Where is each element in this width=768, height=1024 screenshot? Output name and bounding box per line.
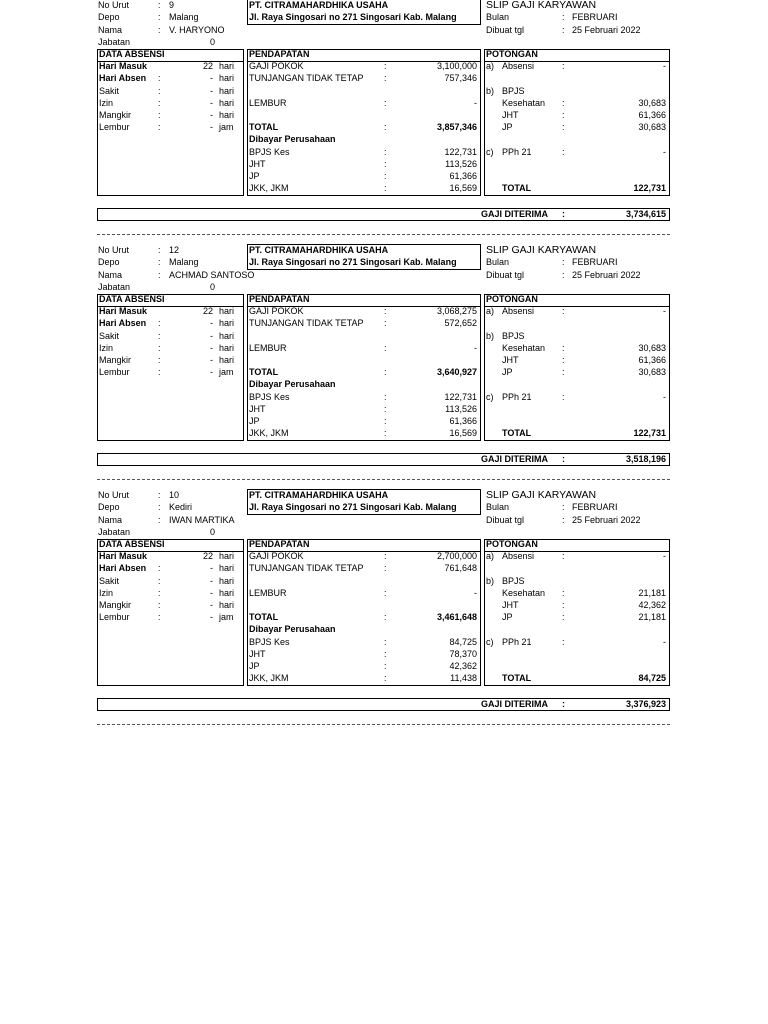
bulan-value: FEBRUARI xyxy=(572,12,618,22)
depo-value: Malang xyxy=(169,257,199,267)
jp-value: 30,683 xyxy=(638,367,666,377)
jp-label: JP xyxy=(502,612,513,622)
unit-hari: hari xyxy=(219,588,235,598)
jabatan-value: 0 xyxy=(210,527,216,537)
hari-absen-label: Hari Absen xyxy=(99,563,147,573)
tunjangan-value: 761,648 xyxy=(444,563,477,573)
gaji-diterima-label: GAJI DITERIMA xyxy=(481,699,549,709)
colon: : xyxy=(158,257,161,267)
nama-value: IWAN MARTIKA xyxy=(169,515,235,525)
item-a-marker: a) xyxy=(486,61,495,71)
kesehatan-value: 30,683 xyxy=(638,98,666,108)
pph21-label: PPh 21 xyxy=(502,637,532,647)
bulan-label: Bulan xyxy=(486,12,510,22)
jp-label: JP xyxy=(502,122,513,132)
jabatan-label: Jabatan xyxy=(98,527,131,537)
co-jkk-jkm-value: 16,569 xyxy=(449,428,477,438)
depo-value: Kediri xyxy=(169,502,193,512)
total-potongan-value: 122,731 xyxy=(633,183,666,193)
jht-label: JHT xyxy=(502,355,519,365)
lembur-absensi-label: Lembur xyxy=(99,367,130,377)
data-absensi-heading: DATA ABSENSI xyxy=(99,294,165,304)
colon: : xyxy=(562,110,565,120)
bpjs-label: BPJS xyxy=(502,576,525,586)
co-bpjs-kes-label: BPJS Kes xyxy=(249,147,290,157)
absensi-label: Absensi xyxy=(502,306,535,316)
hari-masuk-label: Hari Masuk xyxy=(99,551,148,561)
dibuat-tgl-label: Dibuat tgl xyxy=(486,270,525,280)
gaji-pokok-value: 3,068,275 xyxy=(436,306,477,316)
sakit-label: Sakit xyxy=(99,576,120,586)
colon: : xyxy=(384,306,387,316)
colon: : xyxy=(562,367,565,377)
colon: : xyxy=(158,588,161,598)
colon: : xyxy=(158,122,161,132)
colon: : xyxy=(384,98,387,108)
jabatan-value: 0 xyxy=(210,282,216,292)
unit-hari: hari xyxy=(219,331,235,341)
co-bpjs-kes-label: BPJS Kes xyxy=(249,637,290,647)
gaji-pokok-label: GAJI POKOK xyxy=(249,61,304,71)
lembur-absensi-label: Lembur xyxy=(99,122,130,132)
lembur-jam-value: - xyxy=(210,122,213,132)
colon: : xyxy=(384,661,387,671)
unit-hari: hari xyxy=(219,600,235,610)
jht-value: 61,366 xyxy=(638,110,666,120)
unit-jam: jam xyxy=(219,367,234,377)
bpjs-label: BPJS xyxy=(502,331,525,341)
dibuat-tgl-label: Dibuat tgl xyxy=(486,515,525,525)
tunjangan-label: TUNJANGAN TIDAK TETAP xyxy=(249,318,364,328)
colon: : xyxy=(384,343,387,353)
hari-masuk-label: Hari Masuk xyxy=(99,306,148,316)
item-b-marker: b) xyxy=(486,331,495,341)
nama-value: V. HARYONO xyxy=(169,25,225,35)
tunjangan-label: TUNJANGAN TIDAK TETAP xyxy=(249,73,364,83)
colon: : xyxy=(158,600,161,610)
no-urut-label: No Urut xyxy=(98,0,130,10)
company-address: Jl. Raya Singosari no 271 Singosari Kab. Malang xyxy=(249,502,457,512)
colon: : xyxy=(562,306,565,316)
hari-absen-label: Hari Absen xyxy=(99,73,147,83)
jabatan-value: 0 xyxy=(210,37,216,47)
colon: : xyxy=(158,576,161,586)
bulan-value: FEBRUARI xyxy=(572,502,618,512)
unit-jam: jam xyxy=(219,122,234,132)
jht-label: JHT xyxy=(502,110,519,120)
total-pendapatan-value: 3,640,927 xyxy=(436,367,477,377)
colon: : xyxy=(562,122,565,132)
colon: : xyxy=(158,25,161,35)
colon: : xyxy=(562,612,565,622)
gaji-pokok-value: 3,100,000 xyxy=(436,61,477,71)
dibuat-tgl-value: 25 Februari 2022 xyxy=(572,270,641,280)
colon: : xyxy=(158,612,161,622)
net-pay-box xyxy=(97,698,670,711)
colon: : xyxy=(562,270,565,280)
item-c-marker: c) xyxy=(486,392,494,402)
colon: : xyxy=(562,209,565,219)
jht-value: 42,362 xyxy=(638,600,666,610)
bulan-label: Bulan xyxy=(486,257,510,267)
colon: : xyxy=(562,502,565,512)
absensi-label: Absensi xyxy=(502,61,535,71)
mangkir-label: Mangkir xyxy=(99,355,132,365)
depo-label: Depo xyxy=(98,12,120,22)
colon: : xyxy=(562,637,565,647)
pph21-label: PPh 21 xyxy=(502,147,532,157)
colon: : xyxy=(158,12,161,22)
izin-value: - xyxy=(210,343,213,353)
hari-absen-value: - xyxy=(210,563,213,573)
colon: : xyxy=(384,673,387,683)
colon: : xyxy=(158,563,161,573)
co-jkk-jkm-value: 11,438 xyxy=(450,673,477,683)
depo-value: Malang xyxy=(169,12,199,22)
jabatan-label: Jabatan xyxy=(98,282,131,292)
colon: : xyxy=(384,404,387,414)
co-jp-label: JP xyxy=(249,661,260,671)
depo-label: Depo xyxy=(98,257,120,267)
colon: : xyxy=(158,331,161,341)
salary-slip xyxy=(97,490,670,735)
bulan-label: Bulan xyxy=(486,502,510,512)
izin-label: Izin xyxy=(99,98,114,108)
colon: : xyxy=(158,86,161,96)
total-potongan-value: 122,731 xyxy=(633,428,666,438)
cut-line xyxy=(97,479,670,480)
total-pendapatan-value: 3,857,346 xyxy=(436,122,477,132)
net-pay-box xyxy=(97,453,670,466)
co-jht-label: JHT xyxy=(249,404,266,414)
colon: : xyxy=(562,61,565,71)
colon: : xyxy=(562,551,565,561)
no-urut-label: No Urut xyxy=(98,245,130,255)
unit-hari: hari xyxy=(219,551,235,561)
jht-value: 61,366 xyxy=(638,355,666,365)
co-bpjs-kes-label: BPJS Kes xyxy=(249,392,290,402)
tunjangan-label: TUNJANGAN TIDAK TETAP xyxy=(249,563,364,573)
sakit-label: Sakit xyxy=(99,86,120,96)
gaji-pokok-label: GAJI POKOK xyxy=(249,306,304,316)
co-jht-value: 113,526 xyxy=(445,159,477,169)
potongan-heading: POTONGAN xyxy=(486,294,538,304)
co-jp-label: JP xyxy=(249,171,260,181)
hari-absen-value: - xyxy=(210,318,213,328)
pph21-value: - xyxy=(663,637,666,647)
bulan-value: FEBRUARI xyxy=(572,257,618,267)
absensi-value: - xyxy=(663,61,666,71)
colon: : xyxy=(158,343,161,353)
hari-masuk-label: Hari Masuk xyxy=(99,61,148,71)
item-a-marker: a) xyxy=(486,551,495,561)
pph21-value: - xyxy=(663,147,666,157)
colon: : xyxy=(562,454,565,464)
colon: : xyxy=(384,637,387,647)
colon: : xyxy=(158,367,161,377)
company-name: PT. CITRAMAHARDHIKA USAHA xyxy=(249,0,389,10)
net-pay-box xyxy=(97,208,670,221)
company-name: PT. CITRAMAHARDHIKA USAHA xyxy=(249,245,389,255)
mangkir-value: - xyxy=(210,600,213,610)
co-jkk-jkm-value: 16,569 xyxy=(449,183,477,193)
colon: : xyxy=(562,25,565,35)
nama-label: Nama xyxy=(98,515,123,525)
unit-hari: hari xyxy=(219,110,235,120)
lembur-value: - xyxy=(474,343,477,353)
colon: : xyxy=(562,343,565,353)
absensi-label: Absensi xyxy=(502,551,535,561)
colon: : xyxy=(384,318,387,328)
dibuat-tgl-label: Dibuat tgl xyxy=(486,25,525,35)
co-jkk-jkm-label: JKK, JKM xyxy=(249,428,289,438)
lembur-label: LEMBUR xyxy=(249,98,287,108)
total-potongan-label: TOTAL xyxy=(502,428,532,438)
colon: : xyxy=(384,428,387,438)
sakit-value: - xyxy=(210,331,213,341)
colon: : xyxy=(384,367,387,377)
lembur-label: LEMBUR xyxy=(249,588,287,598)
pph21-label: PPh 21 xyxy=(502,392,532,402)
colon: : xyxy=(384,392,387,402)
unit-hari: hari xyxy=(219,576,235,586)
sakit-value: - xyxy=(210,576,213,586)
colon: : xyxy=(562,147,565,157)
company-address: Jl. Raya Singosari no 271 Singosari Kab. Malang xyxy=(249,12,457,22)
data-absensi-heading: DATA ABSENSI xyxy=(99,49,165,59)
gaji-diterima-label: GAJI DITERIMA xyxy=(481,454,549,464)
colon: : xyxy=(384,122,387,132)
kesehatan-value: 30,683 xyxy=(638,343,666,353)
gaji-pokok-value: 2,700,000 xyxy=(436,551,477,561)
colon: : xyxy=(384,73,387,83)
kesehatan-label: Kesehatan xyxy=(502,343,546,353)
kesehatan-value: 21,181 xyxy=(638,588,666,598)
jht-label: JHT xyxy=(502,600,519,610)
data-absensi-heading: DATA ABSENSI xyxy=(99,539,165,549)
colon: : xyxy=(562,98,565,108)
co-jp-value: 42,362 xyxy=(449,661,477,671)
nama-label: Nama xyxy=(98,270,123,280)
sakit-label: Sakit xyxy=(99,331,120,341)
nama-value: ACHMAD SANTOSO xyxy=(169,270,255,280)
colon: : xyxy=(562,12,565,22)
colon: : xyxy=(562,600,565,610)
colon: : xyxy=(158,245,161,255)
lembur-jam-value: - xyxy=(210,367,213,377)
colon: : xyxy=(384,159,387,169)
colon: : xyxy=(384,183,387,193)
hari-absen-label: Hari Absen xyxy=(99,318,147,328)
co-jht-value: 78,370 xyxy=(449,649,477,659)
unit-hari: hari xyxy=(219,318,235,328)
lembur-label: LEMBUR xyxy=(249,343,287,353)
cut-line xyxy=(97,234,670,235)
pendapatan-heading: PENDAPATAN xyxy=(249,539,310,549)
pph21-value: - xyxy=(663,392,666,402)
cut-line xyxy=(97,724,670,725)
colon: : xyxy=(158,98,161,108)
pendapatan-heading: PENDAPATAN xyxy=(249,294,310,304)
dibuat-tgl-value: 25 Februari 2022 xyxy=(572,515,641,525)
nama-label: Nama xyxy=(98,25,123,35)
slip-title: SLIP GAJI KARYAWAN xyxy=(486,244,597,256)
izin-value: - xyxy=(210,98,213,108)
mangkir-label: Mangkir xyxy=(99,600,132,610)
unit-hari: hari xyxy=(219,343,235,353)
co-jht-value: 113,526 xyxy=(445,404,477,414)
company-address: Jl. Raya Singosari no 271 Singosari Kab. Malang xyxy=(249,257,457,267)
colon: : xyxy=(158,515,161,525)
item-a-marker: a) xyxy=(486,306,495,316)
absensi-value: - xyxy=(663,551,666,561)
total-pendapatan-label: TOTAL xyxy=(249,122,279,132)
total-pendapatan-label: TOTAL xyxy=(249,367,279,377)
gaji-diterima-value: 3,518,196 xyxy=(625,454,666,464)
potongan-heading: POTONGAN xyxy=(486,539,538,549)
co-jkk-jkm-label: JKK, JKM xyxy=(249,183,289,193)
kesehatan-label: Kesehatan xyxy=(502,588,546,598)
item-b-marker: b) xyxy=(486,86,495,96)
hari-absen-value: - xyxy=(210,73,213,83)
company-name: PT. CITRAMAHARDHIKA USAHA xyxy=(249,490,389,500)
colon: : xyxy=(384,416,387,426)
dibayar-perusahaan-heading: Dibayar Perusahaan xyxy=(249,624,336,634)
no-urut-value: 10 xyxy=(169,490,180,500)
absensi-value: - xyxy=(663,306,666,316)
jabatan-label: Jabatan xyxy=(98,37,131,47)
gaji-diterima-value: 3,376,923 xyxy=(625,699,666,709)
colon: : xyxy=(384,171,387,181)
colon: : xyxy=(158,355,161,365)
gaji-diterima-value: 3,734,615 xyxy=(625,209,666,219)
gaji-diterima-label: GAJI DITERIMA xyxy=(481,209,549,219)
salary-slip xyxy=(97,0,670,245)
colon: : xyxy=(384,147,387,157)
dibuat-tgl-value: 25 Februari 2022 xyxy=(572,25,641,35)
tunjangan-value: 757,346 xyxy=(444,73,477,83)
colon: : xyxy=(158,502,161,512)
colon: : xyxy=(158,490,161,500)
salary-slip xyxy=(97,245,670,490)
colon: : xyxy=(158,110,161,120)
co-jht-label: JHT xyxy=(249,159,266,169)
colon: : xyxy=(562,355,565,365)
item-c-marker: c) xyxy=(486,637,494,647)
unit-hari: hari xyxy=(219,86,235,96)
total-potongan-label: TOTAL xyxy=(502,673,532,683)
colon: : xyxy=(384,588,387,598)
co-jp-value: 61,366 xyxy=(449,416,477,426)
lembur-value: - xyxy=(474,98,477,108)
slip-title: SLIP GAJI KARYAWAN xyxy=(486,489,597,501)
izin-label: Izin xyxy=(99,343,114,353)
mangkir-value: - xyxy=(210,355,213,365)
sakit-value: - xyxy=(210,86,213,96)
mangkir-value: - xyxy=(210,110,213,120)
no-urut-value: 12 xyxy=(169,245,180,255)
no-urut-value: 9 xyxy=(169,0,175,10)
gaji-pokok-label: GAJI POKOK xyxy=(249,551,304,561)
colon: : xyxy=(384,551,387,561)
colon: : xyxy=(384,612,387,622)
bpjs-label: BPJS xyxy=(502,86,525,96)
colon: : xyxy=(562,515,565,525)
jp-value: 21,181 xyxy=(638,612,666,622)
potongan-heading: POTONGAN xyxy=(486,49,538,59)
unit-hari: hari xyxy=(219,306,235,316)
unit-hari: hari xyxy=(219,355,235,365)
co-jp-value: 61,366 xyxy=(449,171,477,181)
colon: : xyxy=(158,0,161,10)
slip-title: SLIP GAJI KARYAWAN xyxy=(486,0,597,11)
item-b-marker: b) xyxy=(486,576,495,586)
unit-hari: hari xyxy=(219,98,235,108)
co-bpjs-kes-value: 84,725 xyxy=(449,637,477,647)
total-pendapatan-label: TOTAL xyxy=(249,612,279,622)
colon: : xyxy=(384,649,387,659)
co-bpjs-kes-value: 122,731 xyxy=(444,147,477,157)
total-potongan-value: 84,725 xyxy=(638,673,666,683)
unit-jam: jam xyxy=(219,612,234,622)
lembur-jam-value: - xyxy=(210,612,213,622)
dibayar-perusahaan-heading: Dibayar Perusahaan xyxy=(249,134,336,144)
total-potongan-label: TOTAL xyxy=(502,183,532,193)
colon: : xyxy=(158,318,161,328)
kesehatan-label: Kesehatan xyxy=(502,98,546,108)
colon: : xyxy=(562,257,565,267)
depo-label: Depo xyxy=(98,502,120,512)
colon: : xyxy=(384,563,387,573)
total-pendapatan-value: 3,461,648 xyxy=(436,612,477,622)
lembur-absensi-label: Lembur xyxy=(99,612,130,622)
item-c-marker: c) xyxy=(486,147,494,157)
co-jp-label: JP xyxy=(249,416,260,426)
hari-masuk-value: 22 xyxy=(202,551,213,561)
co-bpjs-kes-value: 122,731 xyxy=(444,392,477,402)
lembur-value: - xyxy=(474,588,477,598)
unit-hari: hari xyxy=(219,61,235,71)
pendapatan-heading: PENDAPATAN xyxy=(249,49,310,59)
unit-hari: hari xyxy=(219,73,235,83)
colon: : xyxy=(158,270,161,280)
jp-label: JP xyxy=(502,367,513,377)
izin-label: Izin xyxy=(99,588,114,598)
co-jht-label: JHT xyxy=(249,649,266,659)
colon: : xyxy=(562,588,565,598)
no-urut-label: No Urut xyxy=(98,490,130,500)
hari-masuk-value: 22 xyxy=(202,61,213,71)
colon: : xyxy=(384,61,387,71)
dibayar-perusahaan-heading: Dibayar Perusahaan xyxy=(249,379,336,389)
colon: : xyxy=(562,392,565,402)
colon: : xyxy=(562,699,565,709)
jp-value: 30,683 xyxy=(638,122,666,132)
colon: : xyxy=(158,73,161,83)
izin-value: - xyxy=(210,588,213,598)
mangkir-label: Mangkir xyxy=(99,110,132,120)
unit-hari: hari xyxy=(219,563,235,573)
co-jkk-jkm-label: JKK, JKM xyxy=(249,673,289,683)
tunjangan-value: 572,652 xyxy=(444,318,477,328)
hari-masuk-value: 22 xyxy=(202,306,213,316)
